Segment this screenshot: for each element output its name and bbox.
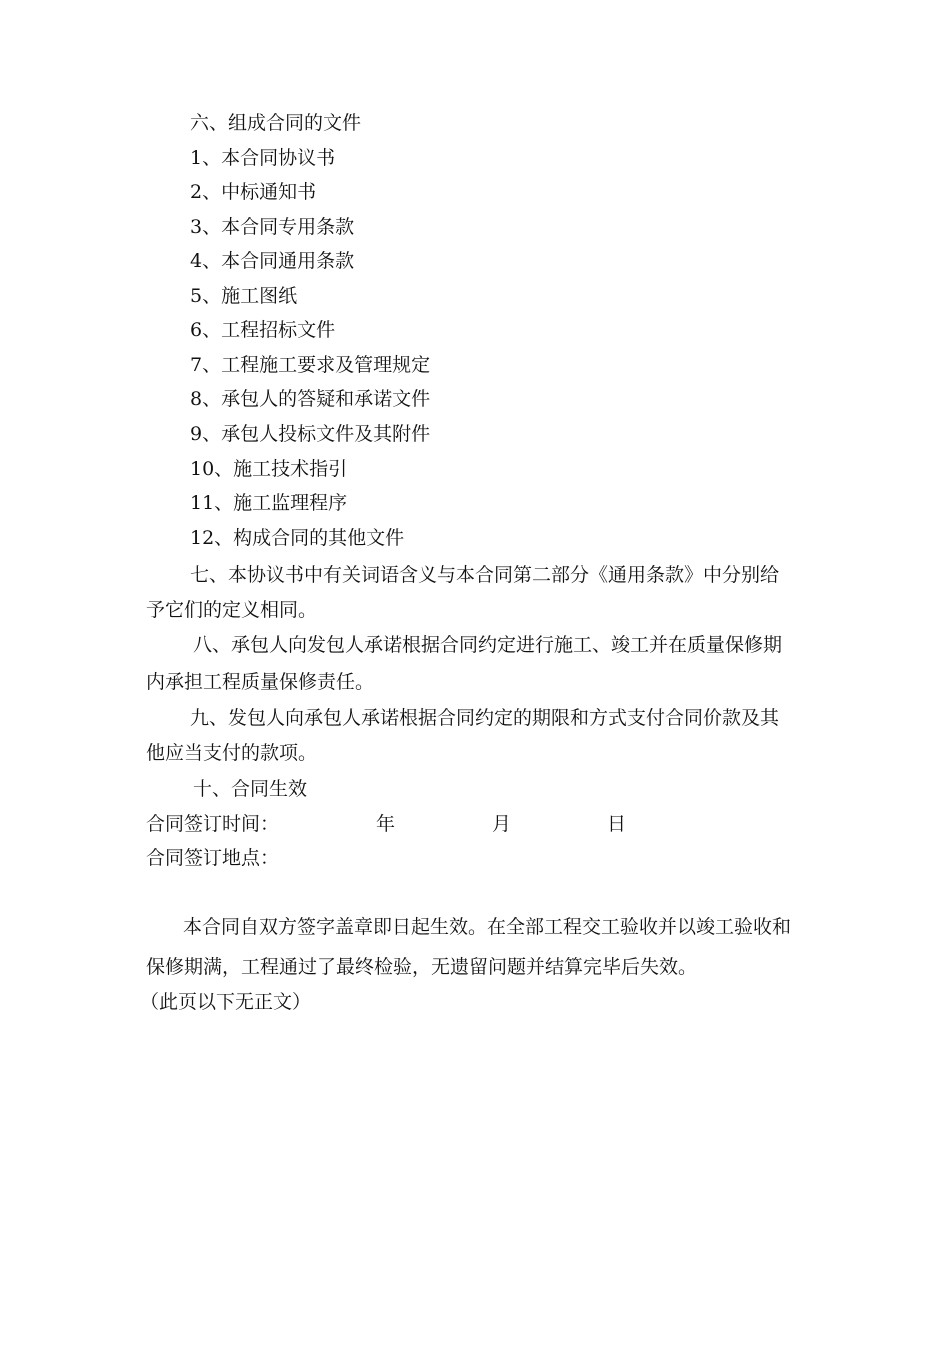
section-10-heading: 十、合同生效: [193, 778, 308, 800]
section-7-line-2: 予它们的定义相同。: [146, 599, 318, 621]
day-label: 日: [607, 813, 627, 835]
list-item: 10、施工技术指引: [190, 458, 348, 480]
signing-place-label: 合同签订地点：: [146, 847, 280, 869]
list-item: 12、构成合同的其他文件: [190, 527, 405, 549]
section-6-heading: 六、组成合同的文件: [190, 112, 362, 134]
effect-line-1: 本合同自双方签字盖章即日起生效。在全部工程交工验收并以竣工验收和: [183, 916, 792, 938]
list-item: 7、工程施工要求及管理规定: [190, 354, 431, 376]
year-label: 年: [376, 813, 396, 835]
section-8-line-1: 八、承包人向发包人承诺根据合同约定进行施工、竣工并在质量保修期: [193, 634, 783, 656]
list-item: 9、承包人投标文件及其附件: [190, 423, 431, 445]
list-item: 11、施工监理程序: [190, 492, 348, 514]
list-item: 2、中标通知书: [190, 181, 317, 203]
list-item: 5、施工图纸: [190, 285, 298, 307]
month-label: 月: [492, 813, 512, 835]
section-9-line-1: 九、发包人向承包人承诺根据合同约定的期限和方式支付合同价款及其: [190, 707, 780, 729]
section-7-line-1: 七、本协议书中有关词语含义与本合同第二部分《通用条款》中分别给: [190, 564, 780, 586]
signing-time-label: 合同签订时间：: [146, 813, 280, 835]
section-8-line-2: 内承担工程质量保修责任。: [146, 671, 375, 693]
effect-line-2: 保修期满，工程通过了最终检验，无遗留问题并结算完毕后失效。: [146, 956, 698, 978]
list-item: 8、承包人的答疑和承诺文件: [190, 388, 431, 410]
list-item: 6、工程招标文件: [190, 319, 336, 341]
list-item: 1、本合同协议书: [190, 147, 336, 169]
list-item: 4、本合同通用条款: [190, 250, 355, 272]
list-item: 3、本合同专用条款: [190, 216, 355, 238]
footer-note: （此页以下无正文）: [140, 991, 312, 1013]
section-9-line-2: 他应当支付的款项。: [146, 742, 318, 764]
